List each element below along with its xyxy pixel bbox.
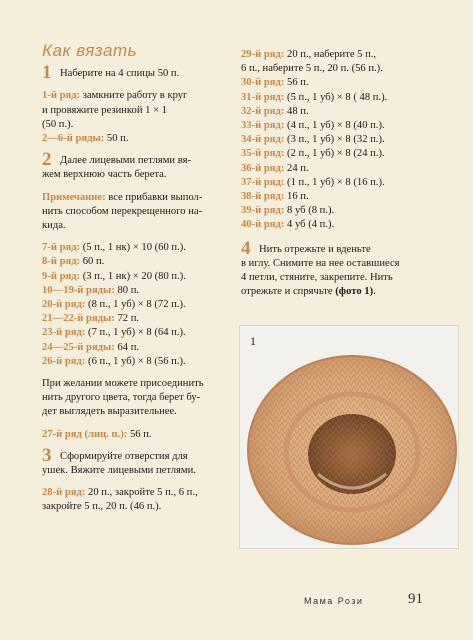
- row-label: 31-й ряд:: [241, 91, 285, 103]
- rows-7-26: [42, 241, 232, 369]
- row-item: [241, 105, 441, 119]
- row-text: 64 п.: [117, 341, 140, 353]
- row-item: [42, 270, 232, 284]
- row-item: [42, 298, 232, 312]
- row-text: (7 п., 1 уб) × 8 (64 п.).: [88, 327, 186, 339]
- step-text-last: [241, 285, 441, 299]
- paragraph-text: При желании можете присоединить: [42, 378, 204, 390]
- row-item: [241, 133, 441, 147]
- row-text: 56 п.: [129, 428, 152, 440]
- row-27: [42, 428, 232, 442]
- section-heading: Как вязать: [42, 41, 138, 60]
- row-label: 38-й ряд:: [241, 191, 285, 203]
- row-text: 24 п.: [287, 162, 309, 174]
- note-text: кида.: [42, 220, 66, 232]
- row-label: 24—25-й ряды:: [42, 341, 115, 353]
- row-label: 26-й ряд:: [42, 355, 86, 367]
- step-number: 4: [241, 237, 251, 259]
- rows-29-40: [241, 48, 441, 233]
- row-item: [241, 176, 441, 190]
- step-4: [241, 237, 441, 300]
- row-text: (3 п., 1 нк) × 20 (80 п.).: [82, 270, 186, 282]
- row-text: 4 уб (4 п.).: [287, 219, 335, 231]
- row-label: 7-й ряд:: [42, 242, 81, 254]
- row-item: [241, 218, 441, 232]
- row-text: 6 п., наберите 5 п., 20 п. (56 п.).: [241, 63, 383, 75]
- step-3: [42, 444, 232, 478]
- row-label: 30-й ряд:: [241, 77, 285, 89]
- row-text: 16 п.: [287, 191, 309, 203]
- page-number: 91: [408, 591, 423, 607]
- row-label: 23-й ряд:: [42, 327, 86, 339]
- row-item: [42, 284, 232, 298]
- row-text: и провяжите резинкой 1 × 1: [42, 104, 168, 116]
- row-item: [241, 91, 441, 105]
- step-text: ушек. Вяжите лицевыми петлями.: [42, 465, 196, 477]
- row-28: [42, 486, 232, 514]
- row-text: (5 п., 1 уб) × 8 ( 48 п.).: [287, 91, 388, 103]
- row-label: 10—19-й ряды:: [42, 284, 115, 296]
- note: [42, 191, 232, 234]
- row-label: 35-й ряд:: [241, 148, 285, 160]
- row-text: (5 п., 1 нк) × 10 (60 п.).: [82, 242, 186, 254]
- row-label: 28-й ряд:: [42, 487, 86, 499]
- step-number: 2: [42, 149, 52, 171]
- step-text: Далее лицевыми петлями вя-: [60, 155, 192, 167]
- row-label: 39-й ряд:: [241, 205, 285, 217]
- row-item: [42, 312, 232, 326]
- row-label: 21—22-й ряды:: [42, 313, 115, 325]
- row-item: [42, 341, 232, 355]
- row-text: 8 уб (8 п.).: [287, 205, 335, 217]
- row-text: 72 п.: [117, 313, 140, 325]
- step-2: [42, 149, 232, 182]
- row-text: 56 п.: [287, 77, 309, 89]
- row-2-6: [42, 132, 232, 146]
- step-text: 4 петли, стяните, закрепите. Нить: [241, 272, 393, 284]
- beret-photo: [239, 325, 459, 549]
- row-1: [42, 89, 232, 146]
- row-label: 29-й ряд:: [241, 49, 285, 60]
- row-item: [42, 326, 232, 340]
- row-text: 50 п.: [106, 133, 129, 145]
- step-text: Сформируйте отверстия для: [60, 450, 188, 462]
- row-item: [42, 355, 232, 369]
- row-item: [241, 76, 441, 90]
- note-label: Примечание:: [42, 191, 106, 203]
- photo-number: 1: [250, 334, 256, 348]
- row-label: 33-й ряд:: [241, 120, 285, 132]
- note-text: все прибавки выпол-: [108, 191, 203, 203]
- left-column: [42, 41, 232, 523]
- paragraph-text: нить другого цвета, тогда берет бу-: [42, 392, 201, 404]
- footer-author: Мама Рози: [304, 596, 364, 606]
- step-text: жем верхнюю часть берета.: [42, 169, 167, 181]
- row-text: 20 п., закройте 5 п., 6 п.,: [88, 487, 198, 499]
- row-text: (1 п., 1 уб) × 8 (16 п.).: [287, 176, 385, 188]
- step-text: в иглу. Снимите на нее оставшиеся: [241, 257, 400, 269]
- row-label: 1-й ряд:: [42, 90, 81, 102]
- step-text: .: [373, 286, 376, 298]
- knitted-beret-illustration: [240, 326, 458, 548]
- optional-note: [42, 377, 232, 420]
- row-text: (3 п., 1 уб) × 8 (32 п.).: [287, 134, 385, 146]
- row-text: 20 п., наберите 5 п.,: [287, 49, 377, 60]
- note-text: нить способом перекрещенного на-: [42, 205, 203, 217]
- step-1: [42, 62, 232, 84]
- row-text: (2 п., 1 уб) × 8 (24 п.).: [287, 148, 385, 160]
- row-label: 27-й ряд (лиц. п.):: [42, 428, 128, 440]
- row-text: (6 п., 1 уб) × 8 (56 п.).: [88, 355, 186, 367]
- photo-reference: (фото 1): [335, 286, 374, 298]
- step-text: Наберите на 4 спицы 50 п.: [60, 68, 180, 80]
- row-text: закройте 5 п., 20 п. (46 п.).: [42, 501, 162, 513]
- row-label: 20-й ряд:: [42, 299, 86, 311]
- row-text: (8 п., 1 уб) × 8 (72 п.).: [88, 299, 186, 311]
- row-item: [241, 119, 441, 133]
- row-text: замкните работу в круг: [82, 90, 188, 102]
- row-label: 36-й ряд:: [241, 162, 285, 174]
- row-text: (4 п., 1 уб) × 8 (40 п.).: [287, 120, 385, 132]
- step-text: Нить отрежьте и вденьте: [259, 243, 371, 255]
- row-label: 8-й ряд:: [42, 256, 81, 268]
- row-label: 9-й ряд:: [42, 270, 81, 282]
- step-number: 3: [42, 444, 52, 466]
- row-text: (50 п.).: [42, 118, 74, 130]
- row-text: 80 п.: [117, 284, 140, 296]
- row-text: 48 п.: [287, 105, 309, 117]
- row-label: 32-й ряд:: [241, 105, 285, 117]
- row-label: 34-й ряд:: [241, 134, 285, 146]
- row-item: [241, 190, 441, 204]
- row-label: 37-й ряд:: [241, 176, 285, 188]
- row-item: [241, 162, 441, 176]
- row-text: 60 п.: [82, 256, 105, 268]
- right-column: [241, 48, 441, 307]
- row-label: 2—6-й ряды:: [42, 133, 105, 145]
- row-label: 40-й ряд:: [241, 219, 285, 231]
- row-item: [42, 255, 232, 269]
- row-item: [42, 241, 232, 255]
- row-item: [241, 147, 441, 161]
- step-number: 1: [42, 62, 52, 84]
- step-text: отрежьте и спрячьте: [241, 286, 333, 298]
- paragraph-text: дет выглядеть выразительнее.: [42, 406, 177, 418]
- row-item: [241, 204, 441, 218]
